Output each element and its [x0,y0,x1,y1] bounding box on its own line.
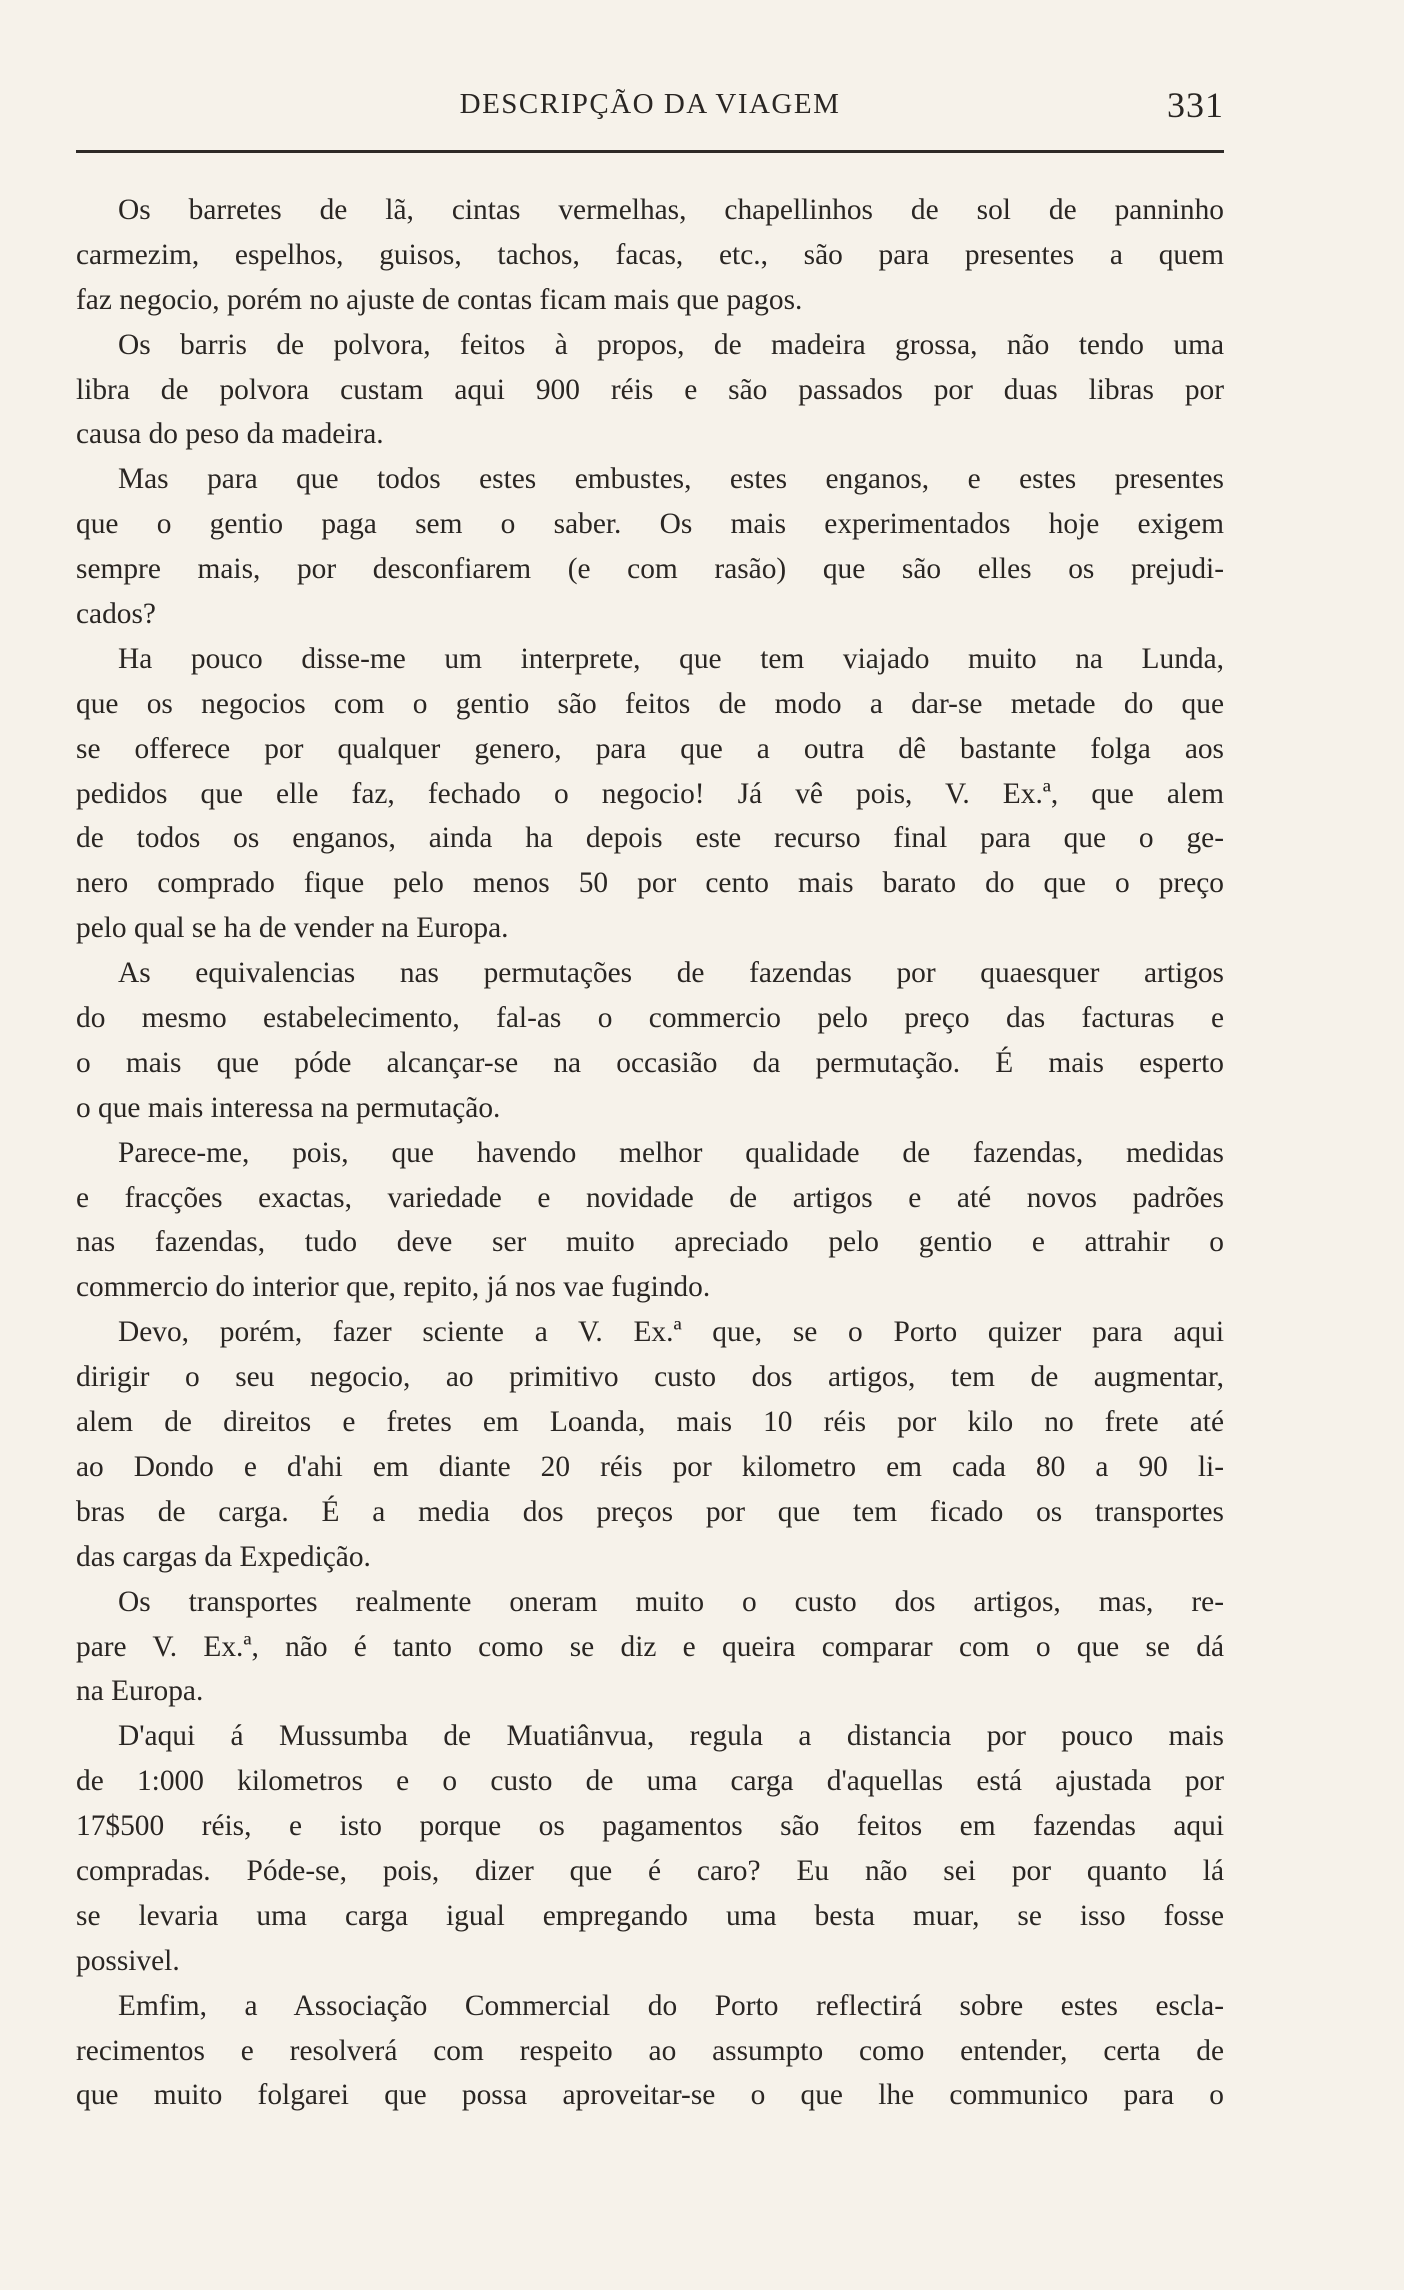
text-line: Devo, porém, fazer sciente a V. Ex.ª que, se o Porto quizer para aqui [118,1316,1224,1349]
text-line: Emfim, a Associação Commercial do Porto reflectirá sobre estes escla- [118,1989,1224,2022]
running-title: DESCRIPÇÃO DA VIAGEM [459,88,841,120]
text-line: Parece-me, pois, que havendo melhor qualidade de fazendas, medidas [118,1136,1224,1169]
text-line: de 1:000 kilometros e o custo de uma carga d'aquellas está ajustada por [76,1765,1224,1798]
text-line: das cargas da Expedição. [76,1540,371,1573]
text-line: cados? [76,598,156,631]
text-line: causa do peso da madeira. [76,418,384,451]
text-line: sempre mais, por desconfiarem (e com rasão) que são elles os prejudi- [76,553,1224,586]
text-line: Mas para que todos estes embustes, estes enganos, e estes presentes [118,463,1224,496]
text-line: nero comprado fique pelo menos 50 por cento mais barato do que o preço [76,867,1224,900]
text-line: faz negocio, porém no ajuste de contas ficam mais que pagos. [76,283,803,316]
text-line: de todos os enganos, ainda ha depois este recurso final para que o ge- [76,822,1224,855]
text-line: que o gentio paga sem o saber. Os mais experimentados hoje exigem [76,508,1224,541]
text-line: carmezim, espelhos, guisos, tachos, facas, etc., são para presentes a quem [76,238,1224,271]
text-line: na Europa. [76,1675,204,1708]
text-line: commercio do interior que, repito, já nos vae fugindo. [76,1271,711,1304]
text-line: recimentos e resolverá com respeito ao assumpto como entender, certa de [76,2034,1224,2067]
text-line: que os negocios com o gentio são feitos de modo a dar-se metade do que [76,687,1224,720]
text-line: ao Dondo e d'ahi em diante 20 réis por kilometro em cada 80 a 90 li- [76,1450,1224,1483]
running-head [76,86,1224,130]
text-line: D'aqui á Mussumba de Muatiânvua, regula a distancia por pouco mais [118,1720,1224,1753]
text-line: Ha pouco disse-me um interprete, que tem viajado muito na Lunda, [118,642,1224,675]
text-line: o que mais interessa na permutação. [76,1091,501,1124]
text-line: As equivalencias nas permutações de fazendas por quaesquer artigos [118,957,1224,990]
text-line: pare V. Ex.ª, não é tanto como se diz e queira comparar com o que se dá [76,1630,1224,1663]
text-line: pelo qual se ha de vender na Europa. [76,912,509,945]
text-line: 17$500 réis, e isto porque os pagamentos são feitos em fazendas aqui [76,1810,1224,1843]
text-line: se offerece por qualquer genero, para que a outra dê bastante folga aos [76,732,1224,765]
text-line: que muito folgarei que possa aproveitar-se o que lhe communico para o [76,2079,1224,2112]
text-line: Os barris de polvora, feitos à propos, de madeira grossa, não tendo uma [118,328,1224,361]
text-line: bras de carga. É a media dos preços por que tem ficado os transportes [76,1495,1224,1528]
text-line: pedidos que elle faz, fechado o negocio! Já vê pois, V. Ex.ª, que alem [76,777,1224,810]
text-line: o mais que póde alcançar-se na occasião da permutação. É mais esperto [76,1046,1224,1079]
text-line: compradas. Póde-se, pois, dizer que é caro? Eu não sei por quanto lá [76,1854,1224,1887]
text-line: possivel. [76,1944,180,1977]
text-line: e fracções exactas, variedade e novidade de artigos e até novos padrões [76,1181,1224,1214]
text-line: dirigir o seu negocio, ao primitivo custo dos artigos, tem de augmentar, [76,1361,1224,1394]
body-text [76,188,1224,2118]
header-rule [76,150,1224,153]
text-line: Os transportes realmente oneram muito o custo dos artigos, mas, re- [118,1585,1224,1618]
text-line: se levaria uma carga igual empregando uma besta muar, se isso fosse [76,1899,1224,1932]
text-line: alem de direitos e fretes em Loanda, mais 10 réis por kilo no frete até [76,1406,1224,1439]
text-line: libra de polvora custam aqui 900 réis e são passados por duas libras por [76,373,1224,406]
book-page [76,86,1224,2266]
text-line: nas fazendas, tudo deve ser muito apreciado pelo gentio e attrahir o [76,1226,1224,1259]
page-number: 331 [1167,85,1224,125]
text-line: Os barretes de lã, cintas vermelhas, chapellinhos de sol de panninho [118,194,1224,226]
text-line: do mesmo estabelecimento, fal-as o commercio pelo preço das facturas e [76,1002,1224,1035]
